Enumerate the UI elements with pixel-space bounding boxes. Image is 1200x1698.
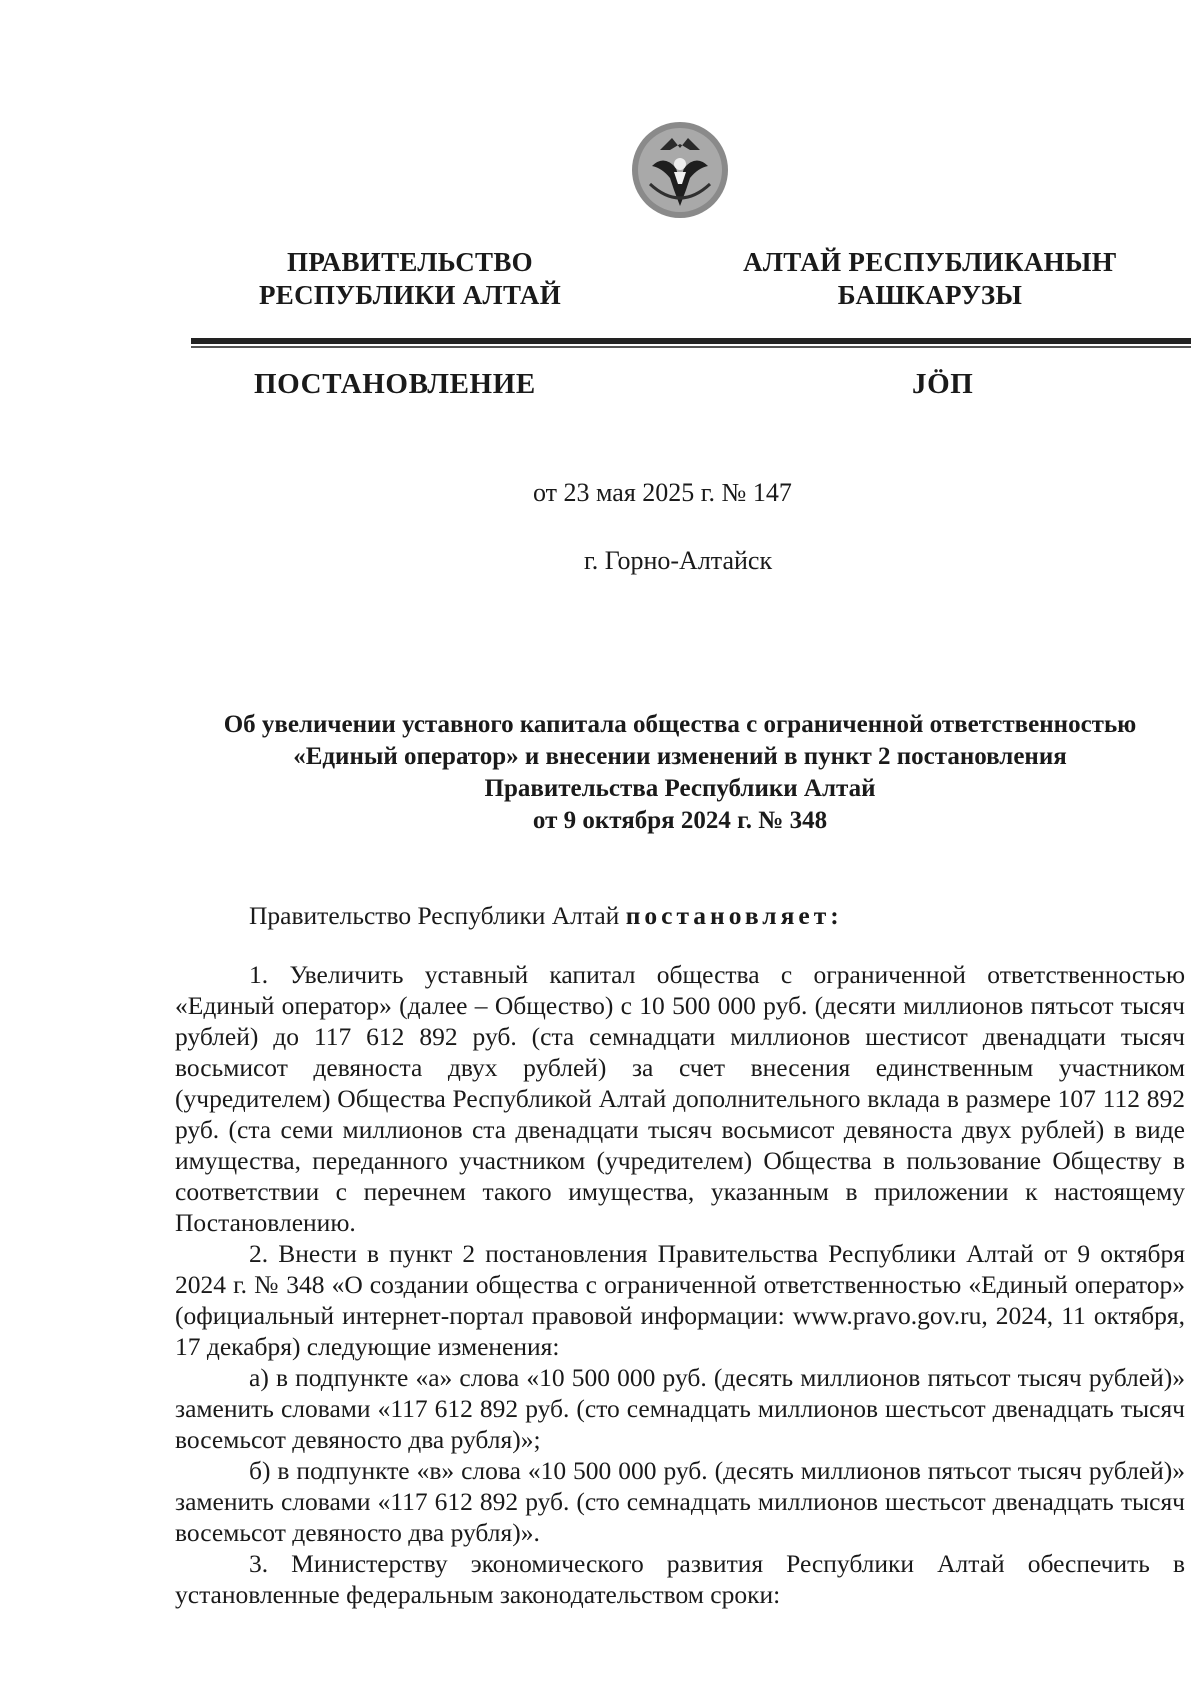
paragraph-1: 1. Увеличить уставный капитал общества с ограниченной ответственностью «Единый оператор» (далее – Общество) с 10 500 000 руб. (десяти миллионов пятьсот тысяч рублей) до 117 612 892 руб. (ста семнадцати миллионов шестисот двенадцати тысяч восьмисот девяноста двух рублей) за счет внесения единственным участником (учредителем) Общества Республикой Алтай дополнительного вклада в размере 107 112 892 руб. (ста семи миллионов ста двенадцати тысяч восьмисот девяноста двух рублей) в виде имущества, переданного участником (учредителем) Общества в пользование Обществу в соответствии с перечнем такого имущества, указанным в приложении к настоящему Постановлению. <box>175 960 1185 1237</box>
title-line-1: Об увеличении уставного капитала общества с ограниченной ответственностью <box>223 711 1137 738</box>
document-body <box>175 900 1185 1610</box>
document-city: г. Горно-Алтайск <box>584 546 773 575</box>
document-date-number: от 23 мая 2025 г. № 147 <box>533 478 792 507</box>
intro-paragraph <box>175 900 1185 931</box>
title-line-2: «Единый оператор» и внесении изменений в пункт 2 постановления <box>293 743 1067 770</box>
header-divider-thick <box>191 338 1191 344</box>
paragraph-3: 3. Министерству экономического развития Республики Алтай обеспечить в установленные федеральным законодательством сроки: <box>175 1549 1185 1609</box>
coat-of-arms-emblem <box>630 120 730 220</box>
paragraph-2b: б) в подпункте «в» слова «10 500 000 руб. (десять миллионов пятьсот тысяч рублей)» заменить словами «117 612 892 руб. (сто семнадцать миллионов шестьсот двенадцать тысяч восемьсот девяносто два рубля)». <box>175 1456 1185 1547</box>
header-right-line2: БАШКАРУЗЫ <box>837 280 1023 310</box>
header-left-line1: ПРАВИТЕЛЬСТВО <box>287 247 533 277</box>
title-line-4: от 9 октября 2024 г. № 348 <box>532 807 828 834</box>
header-right-line1: АЛТАЙ РЕСПУБЛИКАНЫҤ <box>743 247 1117 277</box>
document-title <box>175 709 1185 837</box>
header-divider-thin <box>191 346 1191 348</box>
document-type-ru: ПОСТАНОВЛЕНИЕ <box>254 368 536 400</box>
document-type-altai: JӦП <box>912 368 974 400</box>
paragraph-2a: а) в подпункте «а» слова «10 500 000 руб. (десять миллионов пятьсот тысяч рублей)» заменить словами «117 612 892 руб. (сто семнадцать миллионов шестьсот двенадцать тысяч восемьсот девяносто два рубля)»; <box>175 1363 1185 1454</box>
header-government-altai <box>740 246 1120 312</box>
title-line-3: Правительства Республики Алтай <box>484 775 876 802</box>
intro-emphasis: постановляет: <box>625 901 843 930</box>
paragraph-2: 2. Внести в пункт 2 постановления Правительства Республики Алтай от 9 октября 2024 г. № 348 «О создании общества с ограниченной ответственностью «Единый оператор» (официальный интернет-портал правовой информации: www.pravo.gov.ru, 2024, 11 октября, 17 декабря) следующие изменения: <box>175 1239 1185 1361</box>
header-government-ru <box>240 246 580 312</box>
header-left-line2: РЕСПУБЛИКИ АЛТАЙ <box>258 280 562 310</box>
intro-text: Правительство Республики Алтай <box>249 901 626 930</box>
